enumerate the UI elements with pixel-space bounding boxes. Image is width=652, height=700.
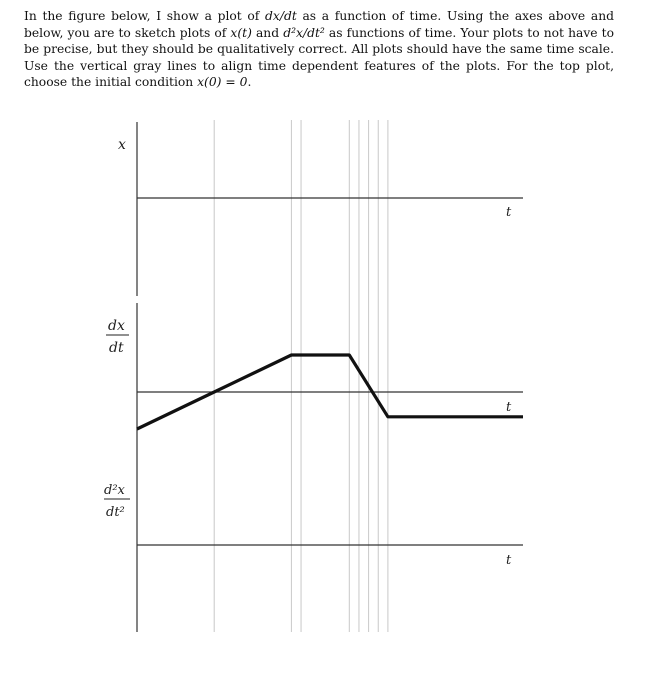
math-initial-condition: x(0) = 0 xyxy=(197,75,248,89)
top-y-label: x xyxy=(118,137,126,153)
problem-statement: In the figure below, I show a plot of dx/dt as a function of time. Using the axes above and below, you are to sketch plots of x(t) and d²x/dt² as functions of time. Your plots to not have to be precise, but they should be qualitatively correct. All plots should have the same time scale. Use the vertical gray lines to align time dependent features of the plots. For the top plot, choose the initial condition x(0) = 0. xyxy=(24,9,614,89)
middle-y-label-denominator: dt xyxy=(109,340,124,356)
math-dxdt: dx/dt xyxy=(265,9,297,23)
bottom-y-label-denominator: dt² xyxy=(106,505,125,520)
middle-t-label: t xyxy=(506,400,512,415)
middle-y-label-numerator: dx xyxy=(108,318,125,334)
math-xt: x(t) xyxy=(230,25,252,40)
top-t-label: t xyxy=(506,205,512,220)
bottom-t-label: t xyxy=(506,553,512,568)
math-d2xdt2: d²x/dt² xyxy=(283,25,325,40)
bottom-y-label-numerator: d²x xyxy=(104,483,125,498)
